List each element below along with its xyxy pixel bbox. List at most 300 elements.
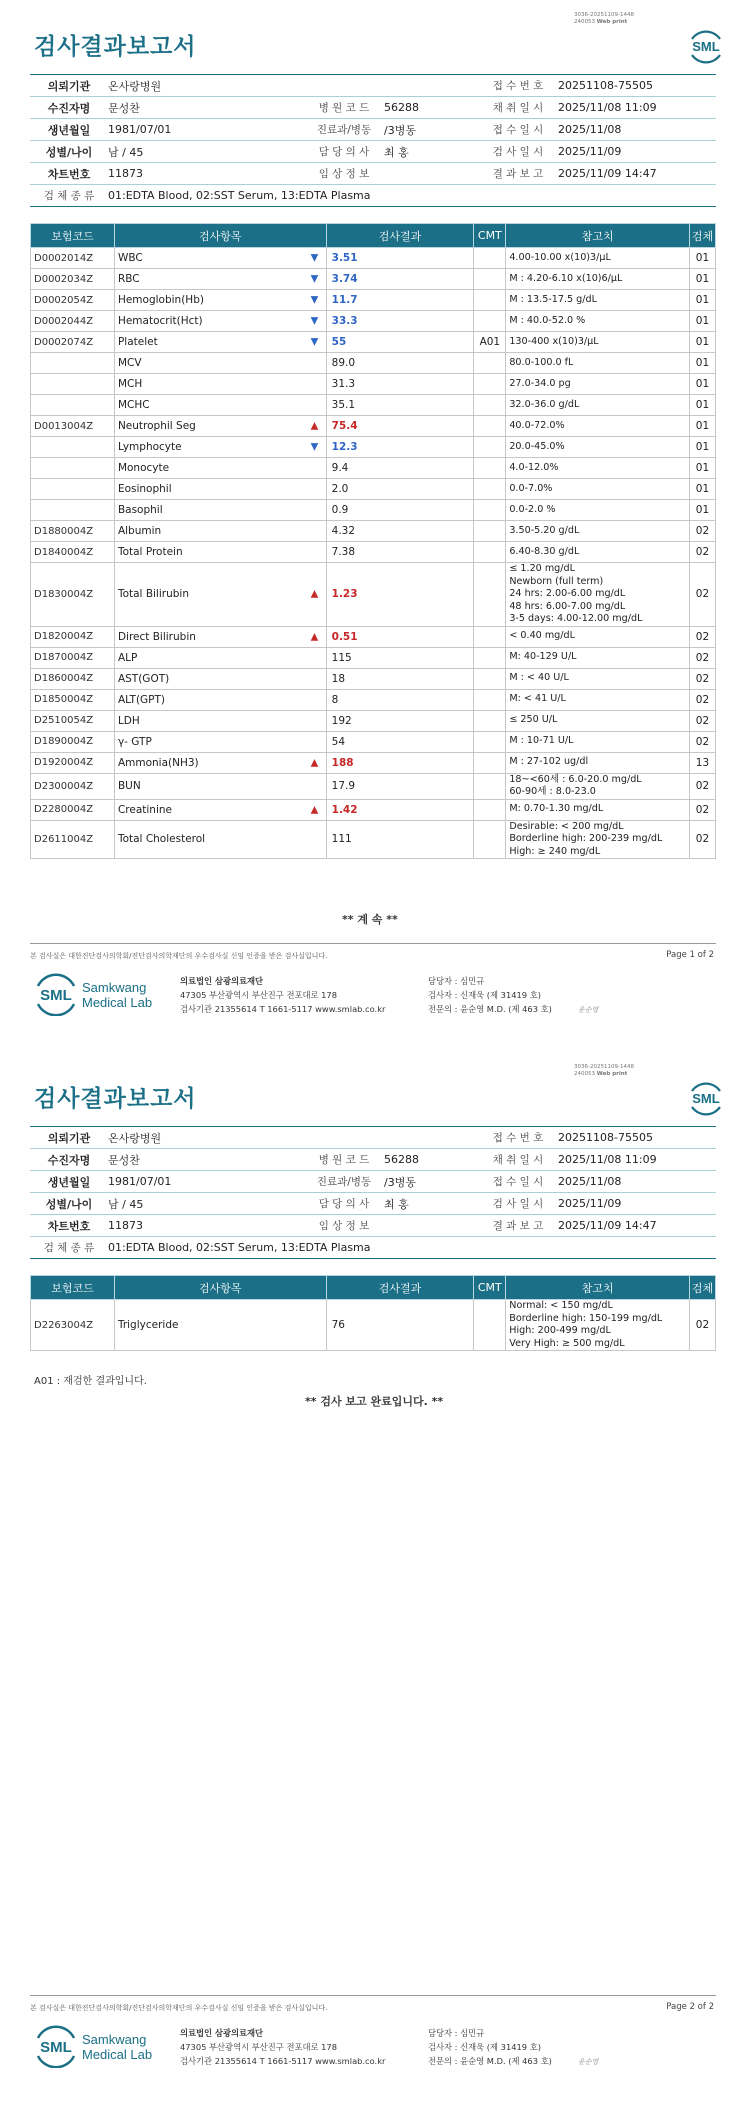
test-item-cell-text: MCH (117, 378, 143, 390)
insurance-code-cell (31, 311, 115, 332)
cmt-cell (474, 479, 506, 500)
cmt-cell (474, 332, 506, 353)
test-item-cell-text: Eosinophil (117, 483, 172, 495)
result-cell (326, 647, 474, 668)
test-item-cell (114, 374, 326, 395)
reference-cell-text: M: 0.70-1.30 mg/dL (509, 803, 604, 815)
col-header-ref: 참고치 (506, 1276, 690, 1300)
result-cell-text: 9.4 (331, 462, 349, 474)
insurance-code-cell (31, 479, 115, 500)
cmt-cell (474, 799, 506, 820)
test-item-cell-text: Ammonia(NH3) (117, 756, 199, 769)
test-item-cell (114, 500, 326, 521)
specimen-cell-text: 02 (695, 630, 710, 643)
reference-cell-text: 3.50-5.20 g/dL (509, 524, 580, 536)
insurance-code-cell (31, 248, 115, 269)
reference-cell (506, 710, 690, 731)
col-header-code: 보험코드 (31, 1276, 115, 1300)
result-cell-text: 188 (331, 756, 354, 769)
reference-cell (506, 269, 690, 290)
cmt-cell (474, 563, 506, 627)
test-item-cell-text: Neutrophil Seg (117, 420, 196, 432)
reference-cell (506, 689, 690, 710)
high-flag-icon: ▲ (310, 804, 319, 815)
reference-cell-text: 130-400 x(10)3/μL (509, 335, 599, 347)
reference-cell (506, 521, 690, 542)
test-item-cell-text: LDH (117, 714, 140, 727)
cmt-cell (474, 668, 506, 689)
specimen-cell (689, 773, 715, 799)
test-item-cell (114, 248, 326, 269)
result-cell (310, 752, 474, 773)
lab-staff: 담당자 : 심민규 검사자 : 신재욱 (제 31419 호) 전문의 : 윤순영 M.D. (제 463 호) (428, 2028, 552, 2066)
result-cell (310, 269, 474, 290)
insurance-code-cell (31, 269, 115, 290)
test-item-cell (114, 311, 326, 332)
doctor-signature: 윤순영 (578, 1006, 599, 1014)
col-header-item: 검사항목 (114, 224, 326, 248)
result-cell-text: 0.9 (331, 504, 349, 516)
result-cell-text: 3.51 (331, 252, 358, 264)
specimen-cell-text: 02 (695, 672, 710, 685)
insurance-code-cell (31, 416, 115, 437)
result-cell-text: 111 (331, 833, 352, 846)
table-row (31, 820, 716, 859)
reference-cell (506, 395, 690, 416)
test-item-cell (114, 752, 326, 773)
test-item-cell (114, 563, 326, 627)
patient-info-table: 의뢰기관 온사랑병원 접 수 번 호 20251108-75505 수진자명 문성찬 병 원 코 드 56288 채 취 일 시 2025/11/08 11:09 생년월일 1981/07/01 진료과/병동 /3병동 접 수 일 시 2025/11/08 성별/나이 남 / 45 담 당 의 사 최 홍 검 사 일 시 2025/11/09 차트번호 11873 임 상 정 보 결 과 보 고 2025/11/09 14:47 검 체 종 류 01:EDTA Blood, 02:SST Serum, 13:EDTA Plasma (30, 74, 716, 207)
result-cell (310, 563, 474, 627)
reference-cell-text: 20.0-45.0% (509, 440, 565, 452)
specimen-cell (689, 710, 715, 731)
test-item-cell (114, 647, 326, 668)
table-row (31, 416, 716, 437)
specimen-cell (689, 374, 715, 395)
reference-cell-text: 40.0-72.0% (509, 419, 565, 431)
sml-logo-icon (686, 26, 726, 66)
test-item-cell (114, 521, 326, 542)
specimen-cell (689, 353, 715, 374)
cmt-cell (474, 500, 506, 521)
reference-cell-text: M : 4.20-6.10 x(10)6/μL (509, 272, 623, 284)
test-item-cell (114, 416, 326, 437)
test-item-cell-text: Monocyte (117, 462, 170, 474)
result-cell (326, 353, 474, 374)
reference-cell-text: 0.0-2.0 % (509, 503, 556, 515)
insurance-code-cell (31, 731, 115, 752)
test-item-cell (114, 731, 326, 752)
reference-cell-text: M : 27-102 ug/dl (509, 756, 589, 768)
test-item-cell (114, 395, 326, 416)
table-row (31, 563, 716, 627)
result-cell-text: 8 (331, 693, 339, 706)
result-cell (326, 820, 474, 859)
specimen-cell-text: 02 (695, 525, 710, 537)
result-cell (326, 500, 474, 521)
table-row (31, 395, 716, 416)
svg-text:SML: SML (40, 2039, 72, 2056)
cmt-cell (474, 521, 506, 542)
insurance-code-cell-text: D0002014Z (34, 252, 94, 264)
insurance-code-cell-text: D0002074Z (34, 336, 94, 348)
insurance-code-cell (31, 668, 115, 689)
test-item-cell (114, 710, 326, 731)
page-number: Page 1 of 2 (666, 950, 714, 960)
result-cell (326, 542, 474, 563)
cmt-cell (474, 290, 506, 311)
reference-cell-text: ≤ 1.20 mg/dL Newborn (full term) 24 hrs: 2.00-6.00 mg/dL 48 hrs: 6.00-7.00 mg/dL 3-5 days: 4.00-12.00 mg/dL (509, 563, 643, 624)
specimen-cell (689, 248, 715, 269)
specimen-cell-text: 02 (695, 833, 710, 846)
reference-cell (506, 820, 690, 859)
reference-cell (506, 626, 690, 647)
insurance-code-cell (31, 773, 115, 799)
specimen-cell-text: 01 (695, 420, 710, 432)
specimen-cell (689, 799, 715, 820)
test-item-cell (114, 479, 326, 500)
cmt-cell-text: A01 (479, 336, 501, 348)
cmt-cell (474, 689, 506, 710)
test-item-cell-text: Basophil (117, 504, 163, 516)
continued-label: ** 계 속 ** (342, 913, 398, 926)
patient-info-table: 의뢰기관 온사랑병원 접 수 번 호 20251108-75505 수진자명 문성찬 병 원 코 드 56288 채 취 일 시 2025/11/08 11:09 생년월일 1981/07/01 진료과/병동 /3병동 접 수 일 시 2025/11/08 성별/나이 남 / 45 담 당 의 사 최 홍 검 사 일 시 2025/11/09 차트번호 11873 임 상 정 보 결 과 보 고 2025/11/09 14:47 검 체 종 류 01:EDTA Blood, 02:SST Serum, 13:EDTA Plasma (30, 1126, 716, 1259)
reference-cell-text: 6.40-8.30 g/dL (509, 545, 580, 557)
reference-cell-text: 80.0-100.0 fL (509, 356, 574, 368)
specimen-cell (689, 416, 715, 437)
table-row (31, 773, 716, 799)
table-row (31, 752, 716, 773)
reference-cell-text: M: < 41 U/L (509, 693, 566, 705)
low-flag-icon: ▼ (310, 336, 319, 348)
result-cell-text: 3.74 (331, 273, 358, 285)
report-page-2 (0, 1052, 744, 2104)
test-item-cell (114, 269, 326, 290)
reference-cell-text: M : 13.5-17.5 g/dL (509, 293, 597, 305)
cmt-cell (474, 395, 506, 416)
specimen-cell-text: 13 (695, 756, 710, 769)
table-row (31, 542, 716, 563)
col-header-item: 검사항목 (114, 1276, 326, 1300)
test-item-cell-text: Platelet (117, 336, 158, 348)
insurance-code-cell-text: D1830004Z (34, 588, 94, 600)
result-cell-text: 35.1 (331, 399, 356, 411)
result-cell-text: 115 (331, 651, 352, 664)
specimen-cell (689, 626, 715, 647)
result-cell-text: 1.42 (331, 803, 358, 816)
specimen-cell-text: 01 (695, 357, 710, 369)
cmt-cell (474, 731, 506, 752)
cmt-cell (474, 773, 506, 799)
reference-cell (506, 374, 690, 395)
insurance-code-cell (31, 395, 115, 416)
test-item-cell (114, 668, 326, 689)
reference-cell-text: M: 40-129 U/L (509, 651, 577, 663)
reference-cell (506, 799, 690, 820)
reference-cell-text: 0.0-7.0% (509, 482, 553, 494)
insurance-code-cell-text: D0013004Z (34, 420, 94, 432)
result-cell (310, 290, 474, 311)
result-cell-text: 7.38 (331, 546, 356, 558)
specimen-cell-text: 01 (695, 504, 710, 516)
report-complete-label: ** 검사 보고 완료입니다. ** (305, 1395, 444, 1408)
specimen-cell (689, 689, 715, 710)
table-row (31, 500, 716, 521)
specimen-cell-text: 01 (695, 399, 710, 411)
table-row (31, 248, 716, 269)
specimen-cell (689, 563, 715, 627)
table-row (31, 353, 716, 374)
test-item-cell (114, 458, 326, 479)
insurance-code-cell (31, 353, 115, 374)
reference-cell (506, 647, 690, 668)
specimen-cell-text: 02 (695, 780, 710, 792)
result-cell (310, 311, 474, 332)
certification-note: 본 검사실은 대한진단검사의학회/진단검사의학재단의 우수검사실 신임 인증을 받은 검사실입니다. (30, 2004, 328, 2012)
insurance-code-cell-text: D0002054Z (34, 294, 94, 306)
result-cell-text: 17.9 (331, 780, 356, 792)
test-item-cell-text: BUN (117, 780, 141, 792)
result-cell (326, 395, 474, 416)
specimen-cell-text: 02 (695, 588, 710, 601)
specimen-cell (689, 500, 715, 521)
specimen-cell (689, 668, 715, 689)
insurance-code-cell (31, 647, 115, 668)
insurance-code-cell (31, 689, 115, 710)
test-item-cell-text: AST(GOT) (117, 672, 170, 685)
test-item-cell-text: Total Bilirubin (117, 588, 189, 601)
svg-text:Medical Lab: Medical Lab (82, 2047, 153, 2062)
result-cell-text: 11.7 (331, 294, 358, 306)
result-cell (310, 332, 474, 353)
test-item-cell (114, 1300, 326, 1351)
low-flag-icon: ▼ (310, 273, 319, 285)
reference-cell (506, 479, 690, 500)
lab-staff: 담당자 : 심민규 검사자 : 신재욱 (제 31419 호) 전문의 : 윤순영 M.D. (제 463 호) (428, 976, 552, 1014)
result-cell-text: 0.51 (331, 630, 358, 643)
test-item-cell (114, 542, 326, 563)
low-flag-icon: ▼ (310, 441, 319, 453)
result-cell-text: 54 (331, 735, 346, 748)
cmt-cell (474, 416, 506, 437)
test-item-cell-text: Lymphocyte (117, 441, 182, 453)
report-title: 검사결과보고서 (34, 34, 197, 60)
specimen-cell-text: 01 (695, 483, 710, 495)
reference-cell (506, 752, 690, 773)
specimen-cell (689, 1300, 715, 1351)
insurance-code-cell-text: D2510054Z (34, 715, 94, 726)
cmt-cell (474, 248, 506, 269)
specimen-cell (689, 542, 715, 563)
reference-cell (506, 458, 690, 479)
reference-cell (506, 416, 690, 437)
table-row (31, 668, 716, 689)
insurance-code-cell (31, 1300, 115, 1351)
test-item-cell-text: MCV (117, 357, 142, 369)
test-item-cell (114, 290, 326, 311)
result-cell (310, 248, 474, 269)
col-header-specimen: 검체 (689, 224, 715, 248)
cmt-cell (474, 269, 506, 290)
page-number: Page 2 of 2 (666, 2002, 714, 2012)
high-flag-icon: ▲ (310, 420, 319, 432)
table-row (31, 731, 716, 752)
specimen-cell (689, 731, 715, 752)
cmt-cell (474, 647, 506, 668)
reference-cell (506, 290, 690, 311)
insurance-code-cell-text: D0002034Z (34, 273, 94, 285)
reference-cell-text: M : < 40 U/L (509, 672, 569, 684)
cmt-cell (474, 458, 506, 479)
cmt-cell (474, 311, 506, 332)
table-row (31, 311, 716, 332)
cmt-cell (474, 752, 506, 773)
cmt-cell (474, 542, 506, 563)
result-cell (326, 479, 474, 500)
result-cell (310, 626, 474, 647)
print-stamp: 3036-20251109-1448 240053 Web print (574, 12, 634, 25)
result-cell-text: 1.23 (331, 588, 358, 601)
insurance-code-cell (31, 500, 115, 521)
result-cell (326, 710, 474, 731)
specimen-cell-text: 01 (695, 462, 710, 474)
result-cell (326, 458, 474, 479)
insurance-code-cell-text: D2263004Z (34, 1319, 94, 1331)
col-header-result: 검사결과 (326, 1276, 474, 1300)
reference-cell (506, 731, 690, 752)
insurance-code-cell (31, 332, 115, 353)
test-item-cell (114, 820, 326, 859)
test-item-cell (114, 626, 326, 647)
specimen-cell-text: 01 (695, 294, 710, 306)
result-cell-text: 18 (331, 672, 346, 685)
insurance-code-cell (31, 542, 115, 563)
specimen-cell-text: 02 (695, 651, 710, 664)
svg-text:Samkwang: Samkwang (82, 2032, 147, 2047)
result-cell-text: 31.3 (331, 378, 356, 390)
specimen-cell-text: 01 (695, 378, 710, 390)
reference-cell-text: Normal: < 150 mg/dL Borderline high: 150-199 mg/dL High: 200-499 mg/dL Very High: ≥ 500 mg/dL (509, 1300, 663, 1349)
test-item-cell-text: γ- GTP (117, 735, 152, 748)
table-row (31, 458, 716, 479)
table-row (31, 290, 716, 311)
reference-cell-text: M : 10-71 U/L (509, 735, 574, 747)
test-item-cell (114, 353, 326, 374)
result-cell (326, 689, 474, 710)
insurance-code-cell (31, 437, 115, 458)
test-item-cell-text: Hemoglobin(Hb) (117, 294, 204, 306)
test-item-cell-text: MCHC (117, 399, 150, 411)
test-item-cell-text: Albumin (117, 525, 162, 537)
specimen-cell-text: 01 (695, 441, 710, 453)
reference-cell-text: 27.0-34.0 pg (509, 377, 571, 389)
reference-cell (506, 332, 690, 353)
table-row (31, 799, 716, 820)
result-cell (310, 416, 474, 437)
cmt-cell (474, 353, 506, 374)
table-row (31, 1300, 716, 1351)
svg-text:Medical Lab: Medical Lab (82, 995, 153, 1010)
reference-cell-text: < 0.40 mg/dL (509, 630, 575, 642)
insurance-code-cell-text: D1890004Z (34, 736, 94, 747)
insurance-code-cell-text: D1820004Z (34, 631, 94, 642)
reference-cell-text: M : 40.0-52.0 % (509, 314, 586, 326)
results-body (31, 248, 716, 859)
result-cell (326, 521, 474, 542)
table-row (31, 626, 716, 647)
reference-cell-text: ≤ 250 U/L (509, 714, 558, 726)
svg-text:SML: SML (692, 39, 720, 54)
test-item-cell-text: WBC (117, 252, 143, 264)
result-cell (326, 773, 474, 799)
cmt-cell (474, 437, 506, 458)
result-cell-text: 12.3 (331, 441, 358, 453)
footer-divider (30, 1995, 716, 1996)
table-row (31, 332, 716, 353)
specimen-cell-text: 02 (695, 693, 710, 706)
insurance-code-cell-text: D2280004Z (34, 804, 94, 815)
insurance-code-cell-text: D0002044Z (34, 315, 94, 327)
insurance-code-cell (31, 820, 115, 859)
report-title: 검사결과보고서 (34, 1086, 197, 1112)
sml-logo-icon (686, 1078, 726, 1118)
results-body (31, 1300, 716, 1351)
high-flag-icon: ▲ (310, 631, 319, 642)
table-row (31, 479, 716, 500)
insurance-code-cell-text: D1850004Z (34, 694, 94, 705)
insurance-code-cell-text: D1920004Z (34, 757, 94, 768)
test-item-cell-text: ALT(GPT) (117, 693, 166, 706)
specimen-cell-text: 01 (695, 336, 710, 348)
reference-cell-text: 4.00-10.00 x(10)3/μL (509, 251, 611, 263)
reference-cell (506, 353, 690, 374)
test-item-cell-text: Direct Bilirubin (117, 630, 196, 643)
cmt-cell (474, 1300, 506, 1351)
specimen-cell (689, 437, 715, 458)
result-cell (310, 799, 474, 820)
result-cell-text: 55 (331, 336, 347, 348)
insurance-code-cell (31, 458, 115, 479)
svg-text:SML: SML (40, 987, 72, 1004)
lab-address: 의료법인 삼광의료재단 47305 부산광역시 부산진구 전포대로 178 검사기관 21355614 T 1661-5117 www.smlab.co.kr (180, 2028, 386, 2066)
specimen-cell (689, 647, 715, 668)
result-cell (326, 374, 474, 395)
table-row (31, 647, 716, 668)
reference-cell (506, 1300, 690, 1351)
svg-text:Samkwang: Samkwang (82, 980, 147, 995)
reference-cell-text: 32.0-36.0 g/dL (509, 398, 580, 410)
results-table (30, 223, 716, 859)
insurance-code-cell (31, 563, 115, 627)
specimen-cell (689, 479, 715, 500)
footer-divider (30, 943, 716, 944)
test-item-cell-text: Total Protein (117, 546, 183, 558)
reference-cell (506, 542, 690, 563)
test-item-cell-text: Hematocrit(Hct) (117, 315, 203, 327)
table-row (31, 521, 716, 542)
insurance-code-cell-text: D1870004Z (34, 652, 94, 663)
samkwang-logo-icon (34, 2024, 184, 2068)
specimen-cell (689, 458, 715, 479)
insurance-code-cell (31, 799, 115, 820)
col-header-cmt: CMT (474, 1276, 506, 1300)
svg-text:SML: SML (692, 1091, 720, 1106)
cmt-cell (474, 626, 506, 647)
insurance-code-cell-text: D1860004Z (34, 673, 94, 684)
test-item-cell (114, 437, 326, 458)
high-flag-icon: ▲ (310, 757, 319, 768)
specimen-cell-text: 02 (695, 546, 710, 558)
